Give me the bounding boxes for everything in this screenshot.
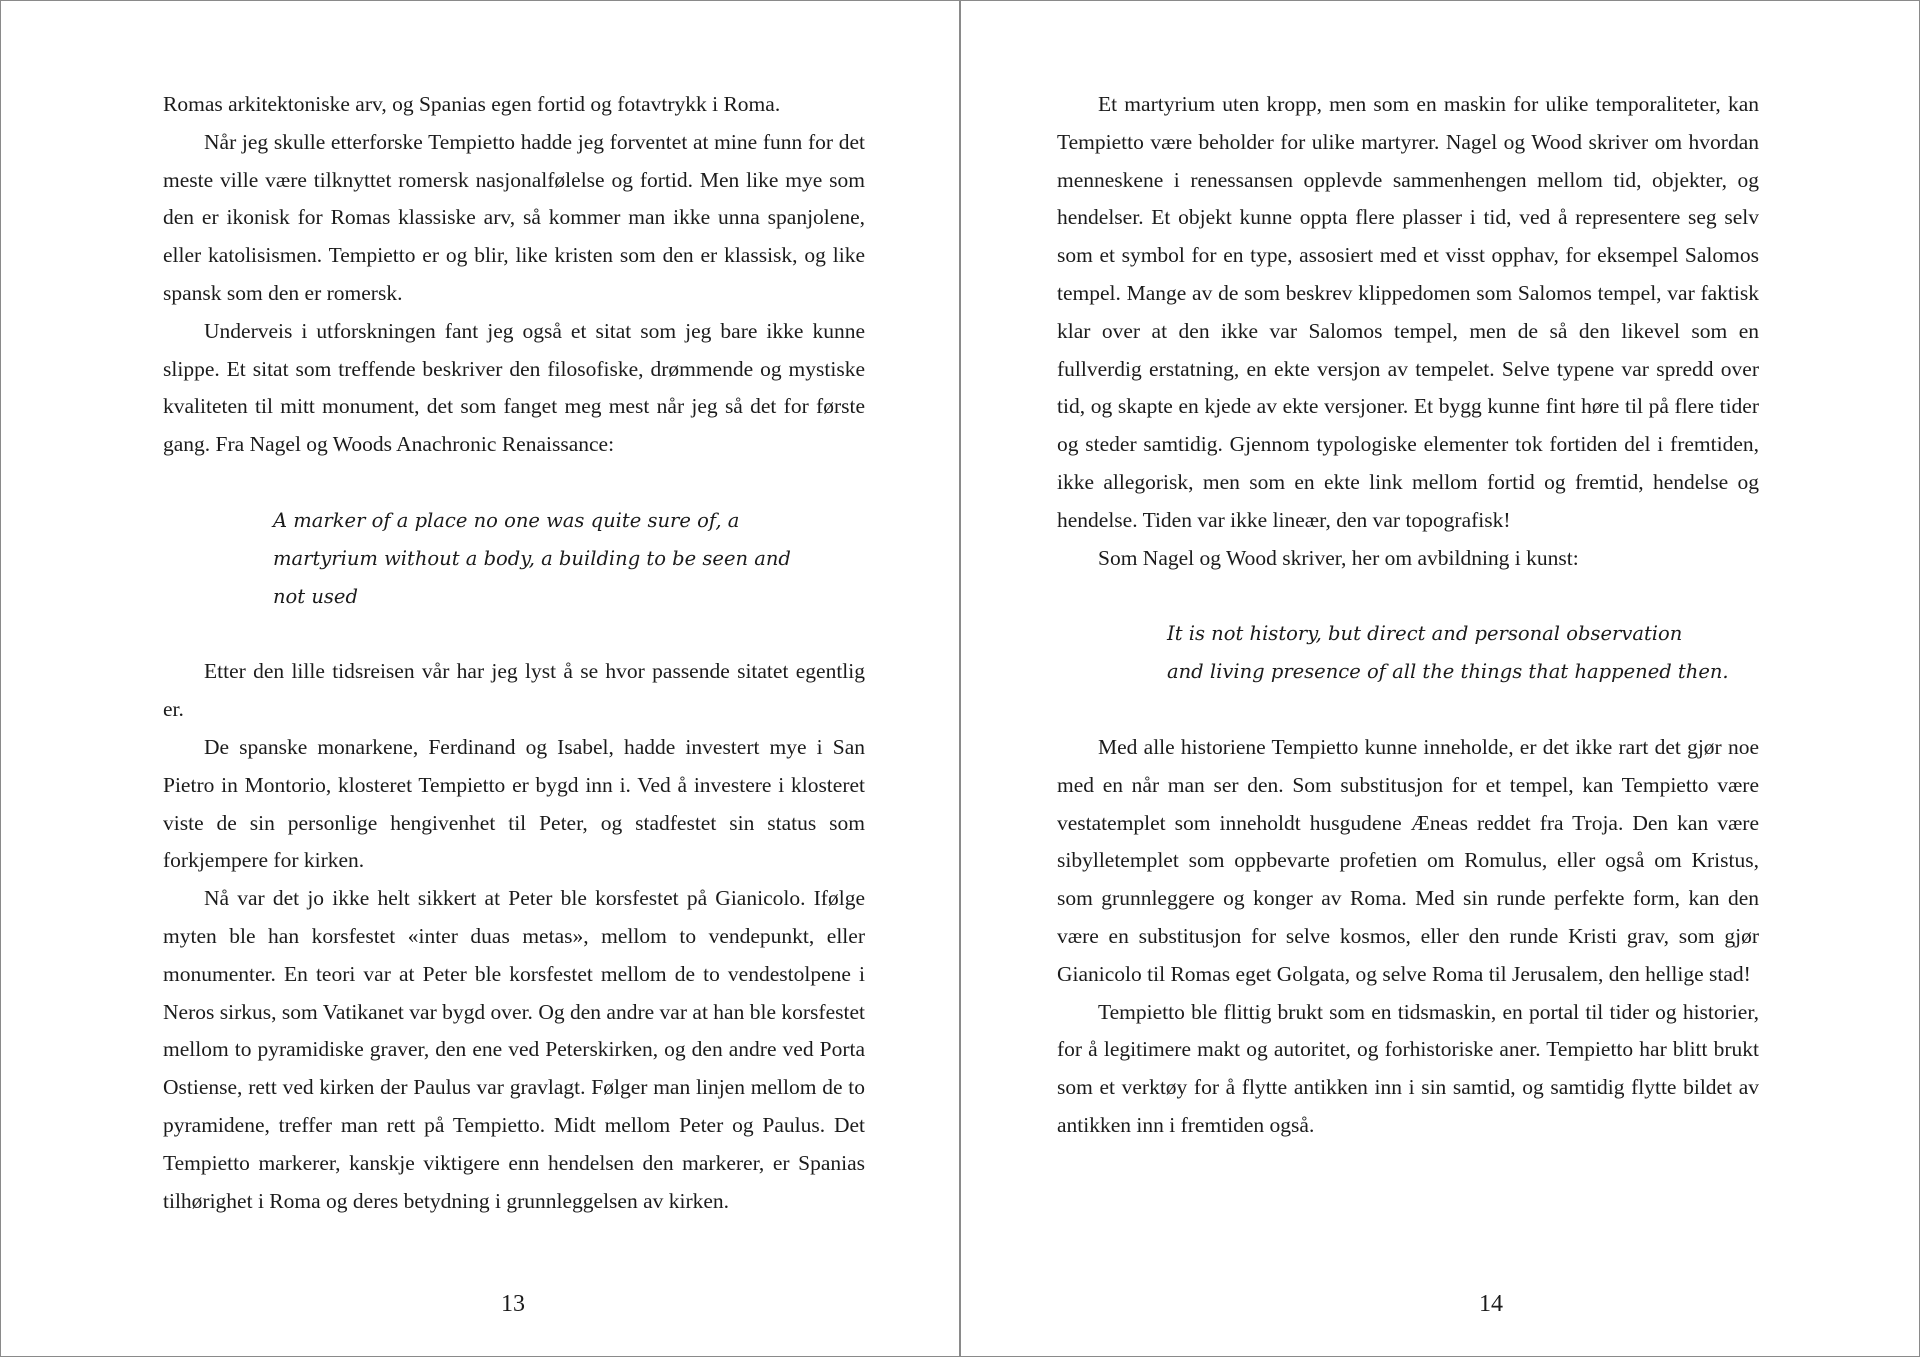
- quote-line: not used: [273, 584, 358, 608]
- quote-line: martyrium without a body, a building to be seen and: [273, 546, 791, 570]
- paragraph: Tempietto ble flittig brukt som en tidsmaskin, en portal til tider og historier, for å legitimere makt og autoritet, og forhistoriske aner. Tempietto har blitt brukt som et verktøy for å flytte antikken inn i sin samtid, og samtidig flytte bildet av antikken inn i fremtiden også.: [1057, 999, 1759, 1137]
- right-page-body: [1057, 86, 1759, 1145]
- paragraph: Når jeg skulle etterforske Tempietto hadde jeg forventet at mine funn for det meste ville være tilknyttet romersk nasjonalfølelse og fortid. Men like mye som den er ikonisk for Romas klassiske arv, så kommer man ikke unna spanjolene, eller katolisismen. Tempietto er og blir, like kristen som den er klassisk, og like spansk som den er romersk.: [163, 129, 865, 305]
- quote-line: and living presence of all the things that happened then.: [1167, 660, 1729, 684]
- quote-line: It is not history, but direct and personal observation: [1167, 622, 1683, 646]
- paragraph: Med alle historiene Tempietto kunne inneholde, er det ikke rart det gjør noe med en når man ser den. Som substitusjon for et tempel, kan Tempietto være vestatemplet som inneholdt husgudene Æneas reddet fra Troja. Den kan være sibylletemplet som oppbevarte profetien om Romulus, eller også om Kristus, som grunnleggere og konger av Roma. Med sin runde perfekte form, kan den være en substitusjon for selve kosmos, eller den runde Kristi grav, som gjør Gianicolo til Romas eget Golgata, og selve Roma til Jerusalem, den hellige stad!: [1057, 734, 1759, 986]
- paragraph: Et martyrium uten kropp, men som en maskin for ulike temporaliteter, kan Tempietto være beholder for ulike martyrer. Nagel og Wood skriver om hvordan menneskene i renessansen opplevde sammenhengen mellom tid, objekter, og hendelser. Et objekt kunne oppta flere plasser i tid, ved å representere seg selv som et symbol for en type, assosiert med et visst opphav, for eksempel Salomos tempel. Mange av de som beskrev klippedomen som Salomos tempel, var faktisk klar over at den ikke var Salomos tempel, men de så den likevel som en fullverdig erstatning, en ekte versjon av tempelet. Selve typene var spredd over tid, og skapte en kjede av ekte versjoner. Et bygg kunne fint høre til på flere tider og steder samtidig. Gjennom typologiske elementer tok fortiden del i fremtiden, ikke allegorisk, men som en ekte link mellom fortid og fremtid, hendelse og hendelse. Tiden var ikke lineær, den var topografisk!: [1057, 92, 1759, 532]
- left-page-body: [163, 86, 865, 1220]
- paragraph: Underveis i utforskningen fant jeg også et sitat som jeg bare ikke kunne slippe. Et sitat som treffende beskriver den filosofiske, drømmende og mystiske kvaliteten til mitt monument, det som fanget meg mest når jeg så det for første gang. Fra Nagel og Woods Anachronic Renaissance:: [163, 318, 865, 457]
- right-page: [961, 1, 1919, 1356]
- paragraph: Nå var det jo ikke helt sikkert at Peter ble korsfestet på Gianicolo. Ifølge myten ble han korsfestet «inter duas metas», mellom to vendepunkt, eller monumenter. En teori var at Peter ble korsfestet mellom de to vendestolpene i Neros sirkus, som Vatikanet var bygd over. Og den andre var at han ble korsfestet mellom to pyramidiske graver, den ene ved Peterskirken, og den andre ved Porta Ostiense, rett ved kirken der Paulus var gravlagt. Følger man linjen mellom de to pyramidene, treffer man rett på Tempietto. Midt mellom Peter og Paulus. Det Tempietto markerer, kanskje viktigere enn hendelsen den markerer, er Spanias tilhørighet i Roma og deres betydning i grunnleggelsen av kirken.: [163, 886, 865, 1213]
- left-page: [1, 1, 959, 1356]
- page-number: 14: [1479, 1291, 1503, 1317]
- block-quote: [273, 502, 791, 615]
- paragraph: De spanske monarkene, Ferdinand og Isabel, hadde investert mye i San Pietro in Montorio, klosteret Tempietto er bygd inn i. Ved å investere i klosteret viste de sin personlige hengivenhet til Peter, og stadfestet sin status som forkjempere for kirken.: [163, 734, 865, 873]
- page-number: 13: [501, 1291, 525, 1317]
- quote-line: A marker of a place no one was quite sure of, a: [273, 508, 740, 532]
- paragraph: Som Nagel og Wood skriver, her om avbildning i kunst:: [1098, 545, 1579, 570]
- paragraph: Etter den lille tidsreisen vår har jeg lyst å se hvor passende sitatet egentlig er.: [163, 659, 865, 722]
- block-quote: [1167, 615, 1729, 691]
- paragraph: Romas arkitektoniske arv, og Spanias egen fortid og fotavtrykk i Roma.: [163, 92, 781, 116]
